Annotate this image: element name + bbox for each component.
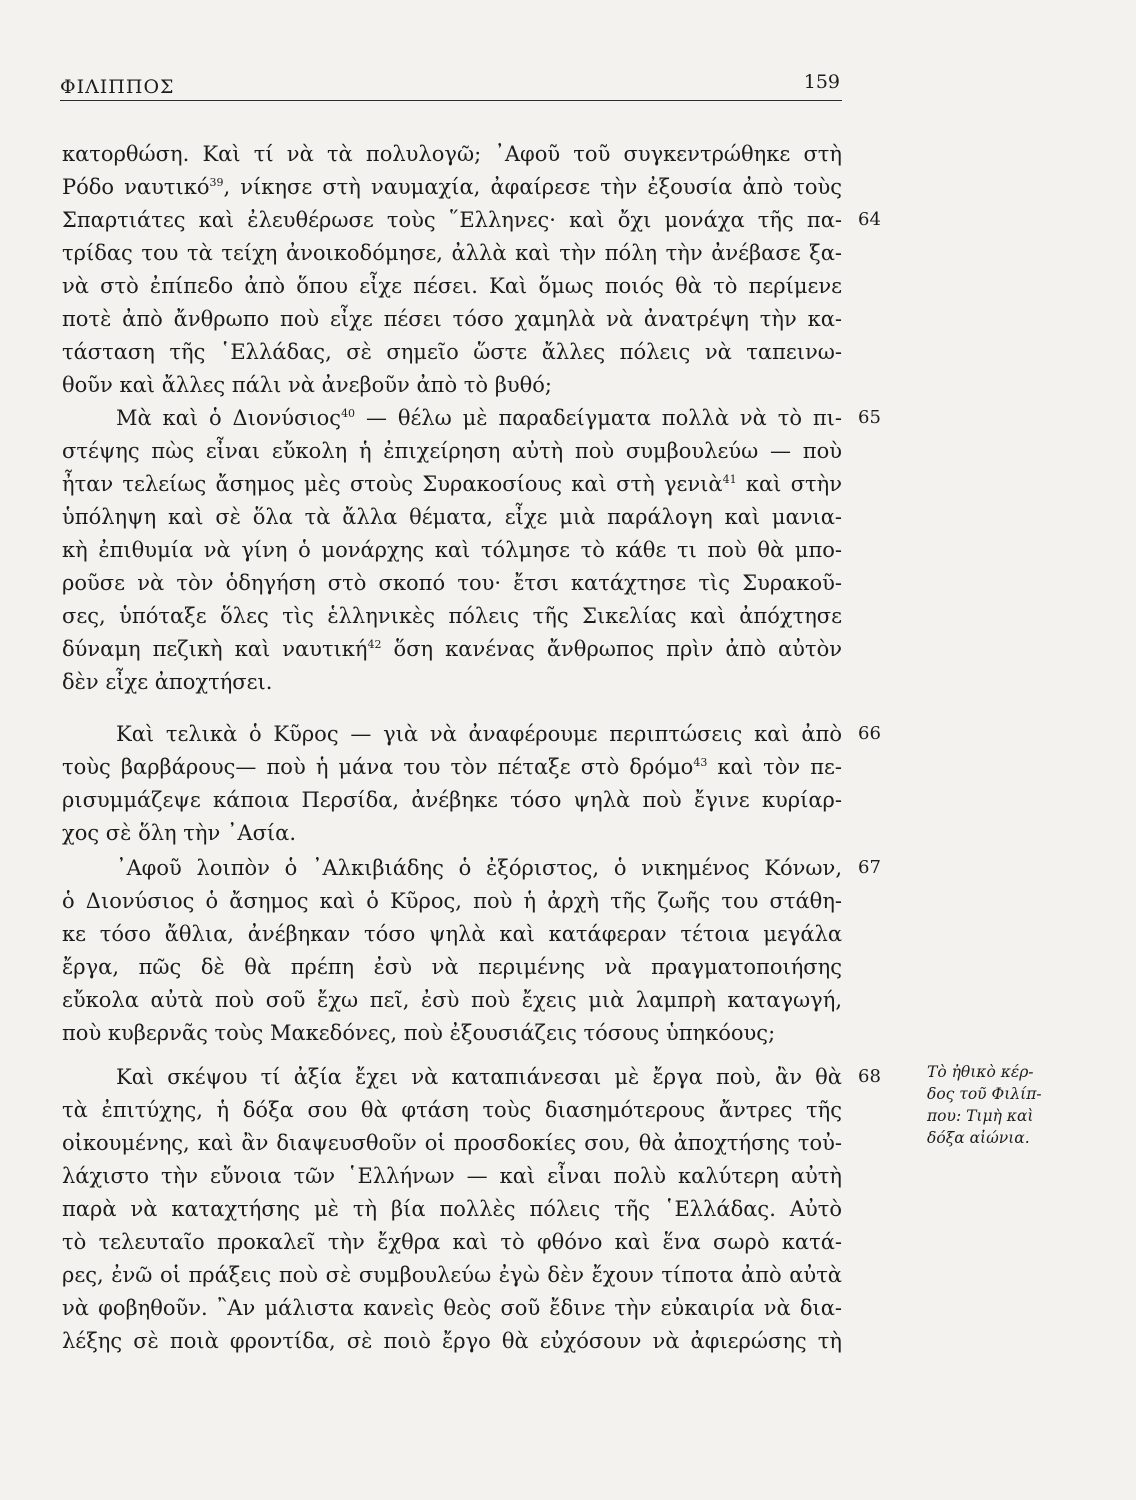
page-number: 159	[803, 71, 840, 93]
text-line: τὸ τελευταῖο προκαλεῖ τὴν ἔχθρα καὶ τὸ φθόνο καὶ ἕνα σωρὸ κατά-	[62, 1230, 842, 1254]
margin-note-line: Τὸ ἠθικὸ κέρ-	[927, 1063, 1034, 1081]
footnote-ref: 43	[693, 756, 708, 769]
text-line: οἰκουμένης, καὶ ἂν διαψευσθοῦν οἱ προσδοκίες σου, θὰ ἀποχτήσης τοὐ-	[62, 1131, 842, 1155]
text-line: Σπαρτιάτες καὶ ἐλευθέρωσε τοὺς ῞Ελληνες· καὶ ὄχι μονάχα τῆς πα-	[62, 208, 842, 232]
text-line: κατορθώση. Καὶ τί νὰ τὰ πολυλογῶ; ᾿Αφοῦ τοῦ συγκεντρώθηκε στὴ	[62, 142, 842, 166]
text-line: δὲν εἶχε ἀποχτήσει.	[62, 670, 273, 694]
text-line: τοὺς βαρβάρους— ποὺ ἡ μάνα του τὸν πέταξε στὸ δρόμο$^{43}$ καὶ τὸν πε-	[62, 755, 842, 779]
margin-note-line: δόξα αἰώνια.	[927, 1129, 1030, 1147]
section-number: 68	[858, 1066, 881, 1087]
footnote-ref: 42	[367, 638, 382, 651]
section-number: 64	[858, 209, 881, 230]
footnote-ref: 40	[341, 407, 356, 420]
text-line: Μὰ καὶ ὁ Διονύσιος$^{40}$ — θέλω μὲ παραδείγματα πολλὰ νὰ τὸ πι-	[116, 406, 842, 430]
text-line: νὰ φοβηθοῦν. ῍Αν μάλιστα κανεὶς θεὸς σοῦ ἔδινε τὴν εὐκαιρία νὰ δια-	[62, 1296, 842, 1320]
margin-note-line: που: Τιμὴ καὶ	[927, 1107, 1034, 1125]
text-line: νὰ στὸ ἐπίπεδο ἀπὸ ὅπου εἶχε πέσει. Καὶ ὅμως ποιός θὰ τὸ περίμενε	[62, 274, 842, 298]
text-line: Καὶ τελικὰ ὁ Κῦρος — γιὰ νὰ ἀναφέρουμε περιπτώσεις καὶ ἀπὸ	[116, 722, 842, 746]
text-line: κὴ ἐπιθυμία νὰ γίνη ὁ μονάρχης καὶ τόλμησε τὸ κάθε τι ποὺ θὰ μπο-	[62, 538, 842, 562]
footnote-ref: 41	[722, 473, 737, 486]
footnote-ref: 39	[209, 176, 224, 189]
section-number: 65	[858, 407, 881, 428]
text-line: ροῦσε νὰ τὸν ὁδηγήση στὸ σκοπό του· ἔτσι κατάχτησε τὶς Συρακοῦ-	[62, 571, 842, 595]
text-line: θοῦν καὶ ἄλλες πάλι νὰ ἀνεβοῦν ἀπὸ τὸ βυθό;	[62, 373, 552, 397]
margin-note-line: δος τοῦ Φιλίπ-	[927, 1085, 1042, 1103]
text-line: ρισυμμάζεψε κάποια Περσίδα, ἀνέβηκε τόσο ψηλὰ ποὺ ἔγινε κυρίαρ-	[62, 788, 842, 812]
text-line: ποὺ κυβερνᾶς τοὺς Μακεδόνες, ποὺ ἐξουσιάζεις τόσους ὑπηκόους;	[62, 1021, 776, 1045]
section-number: 66	[858, 723, 881, 744]
text-line: ρες, ἐνῶ οἱ πράξεις ποὺ σὲ συμβουλεύω ἐγὼ δὲν ἔχουν τίποτα ἀπὸ αὐτὰ	[62, 1263, 842, 1287]
text-line: ποτὲ ἀπὸ ἄνθρωπο ποὺ εἶχε πέσει τόσο χαμηλὰ νὰ ἀνατρέψη τὴν κα-	[62, 307, 842, 331]
text-line: ἔργα, πῶς δὲ θὰ πρέπη ἐσὺ νὰ περιμένης νὰ πραγματοποιήσης	[62, 955, 842, 979]
running-title: ΦΙΛΙΠΠΟΣ	[60, 76, 175, 98]
text-line: χος σὲ ὅλη τὴν ᾿Ασία.	[62, 821, 297, 845]
text-line: ἦταν τελείως ἄσημος μὲς στοὺς Συρακοσίους καὶ στὴ γενιὰ$^{41}$ καὶ στὴν	[62, 472, 843, 496]
text-line: λέξης σὲ ποιὰ φροντίδα, σὲ ποιὸ ἔργο θὰ εὐχόσουν νὰ ἀφιερώσης τὴ	[62, 1329, 842, 1353]
text-line: Καὶ σκέψου τί ἀξία ἔχει νὰ καταπιάνεσαι μὲ ἔργα ποὺ, ἂν θὰ	[116, 1065, 842, 1089]
text-line: κε τόσο ἄθλια, ἀνέβηκαν τόσο ψηλὰ καὶ κατάφεραν τέτοια μεγάλα	[62, 922, 842, 946]
text-line: Ρόδο ναυτικό$^{39}$, νίκησε στὴ ναυμαχία, ἀφαίρεσε τὴν ἐξουσία ἀπὸ τοὺς	[62, 175, 842, 199]
running-head	[60, 72, 842, 102]
text-line: παρὰ νὰ καταχτήσης μὲ τὴ βία πολλὲς πόλεις τῆς ῾Ελλάδας. Αὐτὸ	[62, 1197, 842, 1221]
text-line: τάσταση τῆς ῾Ελλάδας, σὲ σημεῖο ὥστε ἄλλες πόλεις νὰ ταπεινω-	[62, 340, 842, 364]
header-rule	[60, 100, 842, 101]
text-line: τρίδας του τὰ τείχη ἀνοικοδόμησε, ἀλλὰ καὶ τὴν πόλη τὴν ἀνέβασε ξα-	[62, 241, 842, 265]
text-line: ᾿Αφοῦ λοιπὸν ὁ ᾿Αλκιβιάδης ὁ ἐξόριστος, ὁ νικημένος Κόνων,	[116, 856, 842, 880]
margin-note	[927, 1061, 1097, 1149]
text-line: λάχιστο τὴν εὔνοια τῶν ῾Ελλήνων — καὶ εἶναι πολὺ καλύτερη αὐτὴ	[62, 1164, 842, 1188]
text-line: εὔκολα αὐτὰ ποὺ σοῦ ἔχω πεῖ, ἐσὺ ποὺ ἔχεις μιὰ λαμπρὴ καταγωγή,	[62, 988, 842, 1012]
text-line: τὰ ἐπιτύχης, ἡ δόξα σου θὰ φτάση τοὺς διασημότερους ἄντρες τῆς	[62, 1098, 842, 1122]
text-line: στέψης πὼς εἶναι εὔκολη ἡ ἐπιχείρηση αὐτὴ ποὺ συμβουλεύω — ποὺ	[62, 439, 842, 463]
text-line: δύναμη πεζικὴ καὶ ναυτική$^{42}$ ὅση κανένας ἄνθρωπος πρὶν ἀπὸ αὐτὸν	[62, 637, 842, 661]
text-line: ὁ Διονύσιος ὁ ἄσημος καὶ ὁ Κῦρος, ποὺ ἡ ἀρχὴ τῆς ζωῆς του στάθη-	[62, 889, 842, 913]
text-line: σες, ὑπόταξε ὅλες τὶς ἑλληνικὲς πόλεις τῆς Σικελίας καὶ ἀπόχτησε	[62, 604, 842, 628]
section-number: 67	[858, 857, 881, 878]
text-line: ὑπόληψη καὶ σὲ ὅλα τὰ ἄλλα θέματα, εἶχε μιὰ παράλογη καὶ μανια-	[62, 505, 842, 529]
